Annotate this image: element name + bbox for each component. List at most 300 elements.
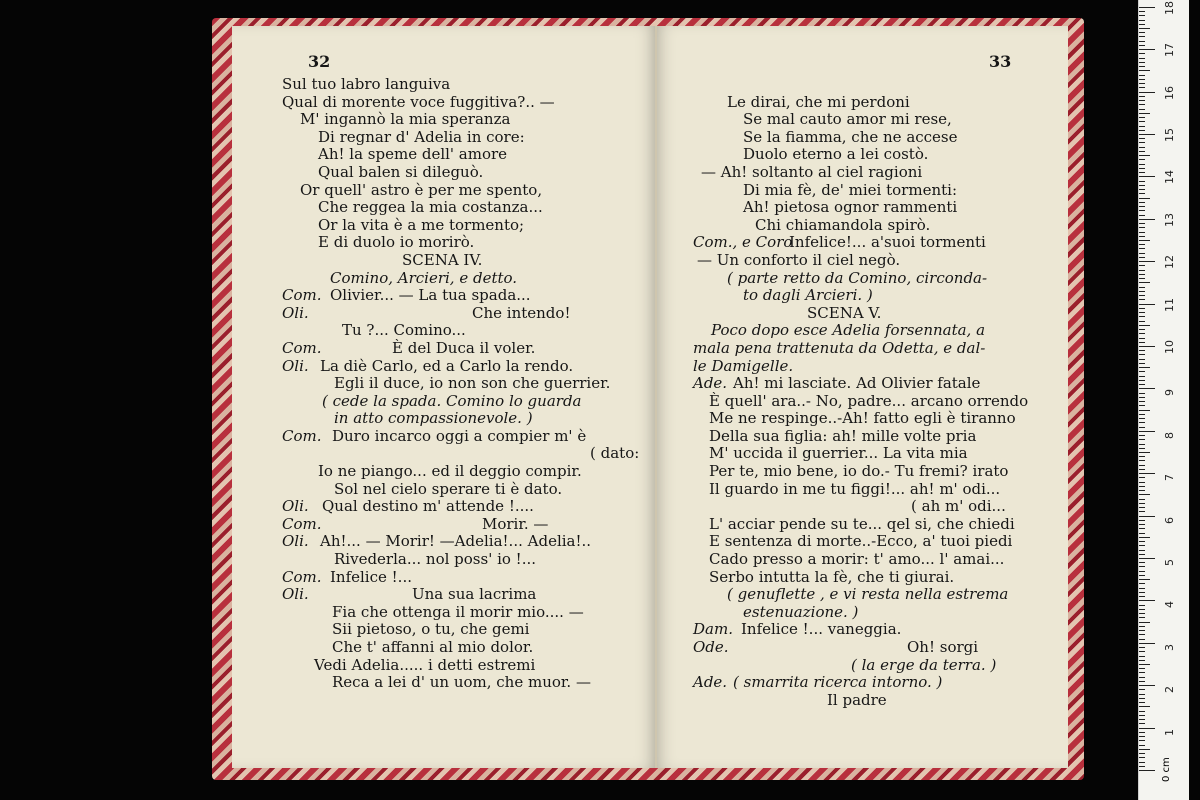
ruler-tick [1139, 503, 1145, 504]
line-text: Sii pietoso, o tu, che gemi [332, 620, 530, 639]
text-line [693, 410, 1063, 428]
line-text: SCENA V. [807, 303, 882, 322]
speaker-label: Oli. [282, 497, 309, 516]
line-text: Infelice!... a'suoi tormenti [789, 233, 986, 252]
ruler-tick [1139, 371, 1145, 372]
ruler-tick [1139, 92, 1155, 93]
line-text: Il guardo in me tu figgi!... ah! m' odi... [709, 479, 1001, 498]
ruler-tick [1139, 401, 1145, 402]
ruler-tick [1139, 728, 1155, 729]
line-text: Cado presso a morir: t' amo... l' amai... [709, 550, 1005, 569]
ruler-tick [1139, 53, 1145, 54]
left-page [232, 26, 656, 768]
ruler-tick [1139, 605, 1145, 606]
ruler-tick [1139, 694, 1145, 695]
speaker-label: Oli. [282, 585, 309, 604]
ruler-tick [1139, 516, 1155, 517]
text-line [282, 358, 652, 376]
ruler-tick [1139, 202, 1145, 203]
ruler-tick [1139, 342, 1145, 343]
text-line [282, 621, 652, 639]
ruler-tick [1139, 634, 1145, 635]
ruler-tick [1139, 333, 1145, 334]
text-line [282, 463, 652, 481]
text-line [693, 604, 1063, 622]
ruler-tick [1139, 711, 1145, 712]
ruler-tick [1139, 172, 1145, 173]
ruler-number: 4 [1163, 601, 1176, 609]
line-text: Le dirai, che mi perdoni [727, 92, 910, 111]
ruler-tick [1139, 630, 1145, 631]
ruler-tick [1139, 702, 1145, 703]
ruler-tick [1139, 757, 1145, 758]
ruler-tick [1139, 511, 1145, 512]
line-text: SCENA IV. [402, 250, 483, 269]
text-line [693, 533, 1063, 551]
ruler-tick [1139, 232, 1145, 233]
text-line [693, 94, 1063, 112]
text-line [693, 322, 1063, 340]
ruler-tick [1139, 414, 1145, 415]
ruler-tick [1139, 104, 1145, 105]
line-text: La diè Carlo, ed a Carlo la rendo. [320, 356, 574, 375]
ruler-tick [1139, 660, 1145, 661]
ruler-tick [1139, 248, 1145, 249]
ruler-tick [1139, 321, 1145, 322]
line-text: Duolo eterno a lei costò. [743, 145, 929, 164]
text-line [282, 428, 652, 446]
ruler-tick [1139, 672, 1145, 673]
text-line [282, 217, 652, 235]
ruler-tick [1139, 494, 1150, 495]
ruler-number: 18 [1163, 0, 1176, 15]
ruler-tick [1139, 384, 1145, 385]
text-line [693, 287, 1063, 305]
ruler-tick [1139, 185, 1145, 186]
line-text: Duro incarco oggi a compier m' è [332, 426, 587, 445]
ruler-tick [1139, 736, 1145, 737]
text-line [693, 586, 1063, 604]
line-text: Comino, Arcieri, e detto. [330, 268, 518, 287]
ruler-tick [1139, 622, 1150, 623]
ruler-tick [1139, 210, 1145, 211]
text-line [693, 639, 1063, 657]
ruler-tick [1139, 75, 1145, 76]
text-line [282, 76, 652, 94]
text-line [693, 428, 1063, 446]
line-text: Serbo intutta la fè, che ti giurai. [709, 567, 955, 586]
line-text: Per te, mio bene, io do.- Tu fremi? irato [709, 462, 1009, 481]
text-line [693, 358, 1063, 376]
text-line [282, 340, 652, 358]
ruler-tick [1139, 376, 1145, 377]
ruler-tick [1139, 329, 1145, 330]
ruler-tick [1139, 664, 1150, 665]
ruler-tick [1139, 295, 1145, 296]
text-line [693, 621, 1063, 639]
line-text: Or la vita è a me tormento; [318, 215, 525, 234]
ruler-tick [1139, 278, 1145, 279]
ruler-tick [1139, 227, 1145, 228]
line-text: M' ingannò la mia speranza [300, 110, 511, 129]
ruler-tick [1139, 592, 1145, 593]
ruler-tick [1139, 469, 1145, 470]
ruler-tick [1139, 456, 1145, 457]
line-text: Qual di morente voce fuggitiva?.. — [282, 92, 555, 111]
ruler-tick [1139, 435, 1145, 436]
ruler-tick [1139, 668, 1145, 669]
line-text: Vedi Adelia..... i detti estremi [314, 655, 536, 674]
text-line [693, 516, 1063, 534]
ruler-tick [1139, 647, 1145, 648]
line-text: Sol nel cielo sperare ti è dato. [334, 479, 563, 498]
line-text: ( genuflette , e vi resta nella estrema [727, 585, 1009, 604]
text-line [282, 639, 652, 657]
text-line [282, 199, 652, 217]
ruler-number: 14 [1163, 170, 1176, 185]
ruler-tick [1139, 588, 1145, 589]
line-text: ( ah m' odi... [911, 497, 1006, 516]
ruler-tick [1139, 45, 1145, 46]
ruler-tick [1139, 219, 1155, 220]
ruler-tick [1139, 159, 1145, 160]
ruler-number: 15 [1163, 128, 1176, 142]
speaker-label: Ode. [693, 638, 729, 656]
text-line [282, 533, 652, 551]
speaker-label: Ade. [693, 374, 728, 393]
text-line [282, 516, 652, 534]
ruler-tick [1139, 448, 1145, 449]
line-text: — Ah! soltanto al ciel ragioni [701, 162, 923, 181]
right-page-text [693, 76, 1063, 709]
line-text: Che t' affanni al mio dolor. [332, 638, 534, 656]
ruler-tick [1139, 346, 1155, 347]
line-text: to dagli Arcieri. ) [743, 286, 873, 305]
text-line [282, 111, 652, 129]
text-line [282, 305, 652, 323]
ruler-tick [1139, 524, 1145, 525]
ruler-tick [1139, 117, 1145, 118]
ruler-tick [1139, 32, 1145, 33]
line-text: Oh! sorgi [907, 638, 979, 656]
text-line [693, 498, 1063, 516]
text-line [693, 305, 1063, 323]
ruler-tick [1139, 545, 1145, 546]
ruler-tick [1139, 477, 1145, 478]
ruler-tick [1139, 181, 1145, 182]
text-line [282, 586, 652, 604]
ruler-tick [1139, 583, 1145, 584]
text-line [693, 217, 1063, 235]
text-line [693, 234, 1063, 252]
ruler-tick [1139, 215, 1145, 216]
ruler-tick [1139, 473, 1155, 474]
ruler-tick [1139, 244, 1145, 245]
ruler-tick [1139, 706, 1150, 707]
line-text: È quell' ara..- No, padre... arcano orrendo [709, 391, 1029, 410]
text-line [693, 481, 1063, 499]
ruler-tick [1139, 168, 1145, 169]
ruler-tick [1139, 270, 1145, 271]
ruler-tick [1139, 62, 1145, 63]
ruler-tick [1139, 87, 1145, 88]
ruler-tick [1139, 388, 1155, 389]
line-text: Ah! mi lasciate. Ad Olivier fatale [733, 374, 981, 393]
ruler-tick [1139, 274, 1145, 275]
ruler-tick [1139, 439, 1145, 440]
line-text: Qual destino m' attende !.... [322, 497, 534, 516]
ruler-tick [1139, 520, 1145, 521]
ruler-number: 16 [1163, 85, 1176, 100]
ruler-tick [1139, 537, 1150, 538]
ruler-tick [1139, 304, 1155, 305]
ruler-number: 17 [1163, 43, 1176, 58]
ruler-tick [1139, 554, 1145, 555]
speaker-label: Dam. [693, 620, 733, 639]
ruler-number: 11 [1163, 297, 1176, 312]
text-line [693, 76, 1063, 94]
ruler-tick [1139, 126, 1145, 127]
ruler-tick [1139, 151, 1145, 152]
text-line [282, 498, 652, 516]
ruler-tick [1139, 617, 1145, 618]
text-line [282, 551, 652, 569]
ruler-tick [1139, 762, 1145, 763]
line-text: Ah! pietosa ognor rammenti [743, 198, 958, 217]
ruler-tick [1139, 130, 1145, 131]
ruler-tick [1139, 677, 1145, 678]
ruler-tick [1139, 550, 1145, 551]
ruler-tick [1139, 482, 1145, 483]
ruler-tick [1139, 698, 1145, 699]
line-text: Di regnar d' Adelia in core: [318, 127, 525, 146]
ruler-number: 13 [1163, 212, 1176, 227]
ruler-tick [1139, 427, 1145, 428]
ruler-tick [1139, 113, 1150, 114]
ruler-tick [1139, 261, 1155, 262]
text-line [693, 164, 1063, 182]
line-text: Rivederla... nol poss' io !... [334, 550, 537, 569]
text-line [282, 94, 652, 112]
text-line [282, 410, 652, 428]
ruler-tick [1139, 236, 1145, 237]
ruler-tick [1139, 49, 1155, 50]
speaker-label: Com. [282, 514, 322, 533]
ruler-tick [1139, 719, 1145, 720]
text-line [282, 657, 652, 675]
line-text: ( cede la spada. Comino lo guarda [322, 391, 582, 410]
ruler-tick [1139, 380, 1145, 381]
ruler-tick [1139, 198, 1150, 199]
ruler-tick [1139, 58, 1145, 59]
ruler-tick [1139, 490, 1145, 491]
ruler-tick [1139, 206, 1145, 207]
line-text: M' uccida il guerrier... La vita mia [709, 444, 968, 463]
ruler-number: 9 [1163, 389, 1176, 397]
ruler-tick [1139, 223, 1145, 224]
speaker-label: Com. [282, 338, 322, 357]
line-text: Che reggea la mia costanza... [318, 198, 543, 217]
text-line [693, 199, 1063, 217]
line-text: E sentenza di morte..-Ecco, a' tuoi piedi [709, 532, 1013, 551]
text-line [693, 674, 1063, 692]
text-line [282, 393, 652, 411]
ruler-tick [1139, 723, 1145, 724]
speaker-label: Oli. [282, 532, 309, 551]
ruler-tick [1139, 287, 1145, 288]
measuring-ruler [1138, 0, 1189, 800]
ruler-tick [1139, 176, 1155, 177]
ruler-tick [1139, 507, 1145, 508]
text-line [282, 445, 652, 463]
line-text: Della sua figlia: ah! mille volte pria [709, 426, 977, 445]
text-line [693, 182, 1063, 200]
line-text: ( parte retto da Comino, circonda- [727, 268, 988, 287]
ruler-tick [1139, 566, 1145, 567]
ruler-number: 1 [1163, 728, 1176, 736]
ruler-number: 5 [1163, 559, 1176, 566]
text-line [282, 182, 652, 200]
speaker-label: Oli. [282, 303, 309, 322]
line-text: Infelice !... vaneggia. [741, 620, 902, 639]
line-text: Il padre [827, 690, 887, 709]
ruler-tick [1139, 350, 1145, 351]
ruler-tick [1139, 651, 1145, 652]
text-line [282, 164, 652, 182]
ruler-tick [1139, 134, 1155, 135]
line-text: Qual balen si dileguò. [318, 162, 484, 181]
ruler-tick [1139, 579, 1150, 580]
ruler-tick [1139, 28, 1150, 29]
ruler-tick [1139, 452, 1150, 453]
text-line [693, 692, 1063, 710]
text-line [282, 674, 652, 692]
ruler-tick [1139, 749, 1150, 750]
ruler-tick [1139, 558, 1155, 559]
ruler-tick [1139, 643, 1155, 644]
ruler-tick [1139, 609, 1145, 610]
ruler-tick [1139, 193, 1145, 194]
text-line [693, 129, 1063, 147]
ruler-number: 7 [1163, 474, 1176, 482]
ruler-tick [1139, 465, 1145, 466]
line-text: Poco dopo esce Adelia forsennata, a [711, 321, 986, 340]
text-line [282, 322, 652, 340]
line-text: Reca a lei d' un uom, che muor. — [332, 673, 591, 692]
speaker-label: Oli. [282, 356, 309, 375]
ruler-tick [1139, 15, 1145, 16]
line-text: Sul tuo labro languiva [282, 75, 451, 93]
ruler-tick [1139, 83, 1145, 84]
speaker-label: Ade. [693, 673, 728, 692]
ruler-tick [1139, 367, 1150, 368]
text-line [693, 111, 1063, 129]
ruler-tick [1139, 689, 1145, 690]
line-text: Che intendo! [472, 303, 571, 322]
ruler-tick [1139, 316, 1145, 317]
ruler-tick [1139, 418, 1145, 419]
ruler-number: 12 [1163, 255, 1176, 270]
line-text: Egli il duce, io non son che guerrier. [334, 374, 611, 393]
text-line [693, 340, 1063, 358]
line-text: in atto compassionevole. ) [334, 409, 533, 428]
line-text: Tu ?... Comino... [342, 321, 466, 340]
ruler-tick [1139, 155, 1150, 156]
ruler-tick [1139, 66, 1145, 67]
ruler-tick [1139, 164, 1145, 165]
line-text: ( la erge da terra. ) [851, 655, 997, 674]
ruler-tick [1139, 486, 1145, 487]
ruler-tick [1139, 397, 1145, 398]
ruler-tick [1139, 24, 1145, 25]
ruler-tick [1139, 575, 1145, 576]
ruler-tick [1139, 393, 1145, 394]
ruler-tick [1139, 732, 1145, 733]
ruler-tick [1139, 444, 1145, 445]
text-line [693, 569, 1063, 587]
ruler-tick [1139, 533, 1145, 534]
line-text: Chi chiamandola spirò. [755, 215, 931, 234]
line-text: Di mia fè, de' miei tormenti: [743, 180, 957, 199]
ruler-number: 10 [1163, 340, 1176, 354]
ruler-tick [1139, 299, 1145, 300]
ruler-tick [1139, 138, 1145, 139]
ruler-tick [1139, 639, 1145, 640]
left-page-text [282, 76, 652, 692]
ruler-tick [1139, 431, 1155, 432]
open-book [212, 18, 1084, 780]
line-text: Io ne piango... ed il deggio compir. [318, 462, 582, 481]
text-line [282, 569, 652, 587]
line-text: Morir. — [482, 514, 549, 533]
ruler-tick [1139, 410, 1150, 411]
ruler-tick [1139, 363, 1145, 364]
text-line [693, 657, 1063, 675]
ruler-number: 8 [1163, 431, 1176, 439]
line-text: È del Duca il voler. [392, 338, 536, 357]
ruler-tick [1139, 147, 1145, 148]
text-line [282, 129, 652, 147]
line-text: Una sua lacrima [412, 585, 537, 604]
ruler-number: 2 [1163, 686, 1176, 694]
ruler-tick [1139, 656, 1145, 657]
ruler-tick [1139, 282, 1150, 283]
ruler-tick [1139, 681, 1145, 682]
text-line [282, 252, 652, 270]
ruler-unit: 0 cm [1161, 757, 1172, 782]
text-line [693, 252, 1063, 270]
ruler-tick [1139, 265, 1145, 266]
ruler-tick [1139, 740, 1145, 741]
ruler-tick [1139, 715, 1145, 716]
speaker-label: Com. [282, 426, 322, 445]
ruler-tick [1139, 291, 1145, 292]
ruler-tick [1139, 308, 1145, 309]
text-line [282, 604, 652, 622]
text-line [693, 375, 1063, 393]
line-text: Or quell' astro è per me spento, [300, 180, 543, 199]
ruler-number: 3 [1163, 643, 1176, 651]
text-line [282, 481, 652, 499]
text-line [693, 445, 1063, 463]
line-text: Ah!... — Morir! —Adelia!... Adelia!.. [320, 532, 592, 551]
ruler-tick [1139, 460, 1145, 461]
ruler-tick [1139, 7, 1155, 8]
text-line [693, 463, 1063, 481]
ruler-tick [1139, 600, 1155, 601]
ruler-tick [1139, 562, 1145, 563]
speaker-label: Com. [282, 567, 322, 586]
